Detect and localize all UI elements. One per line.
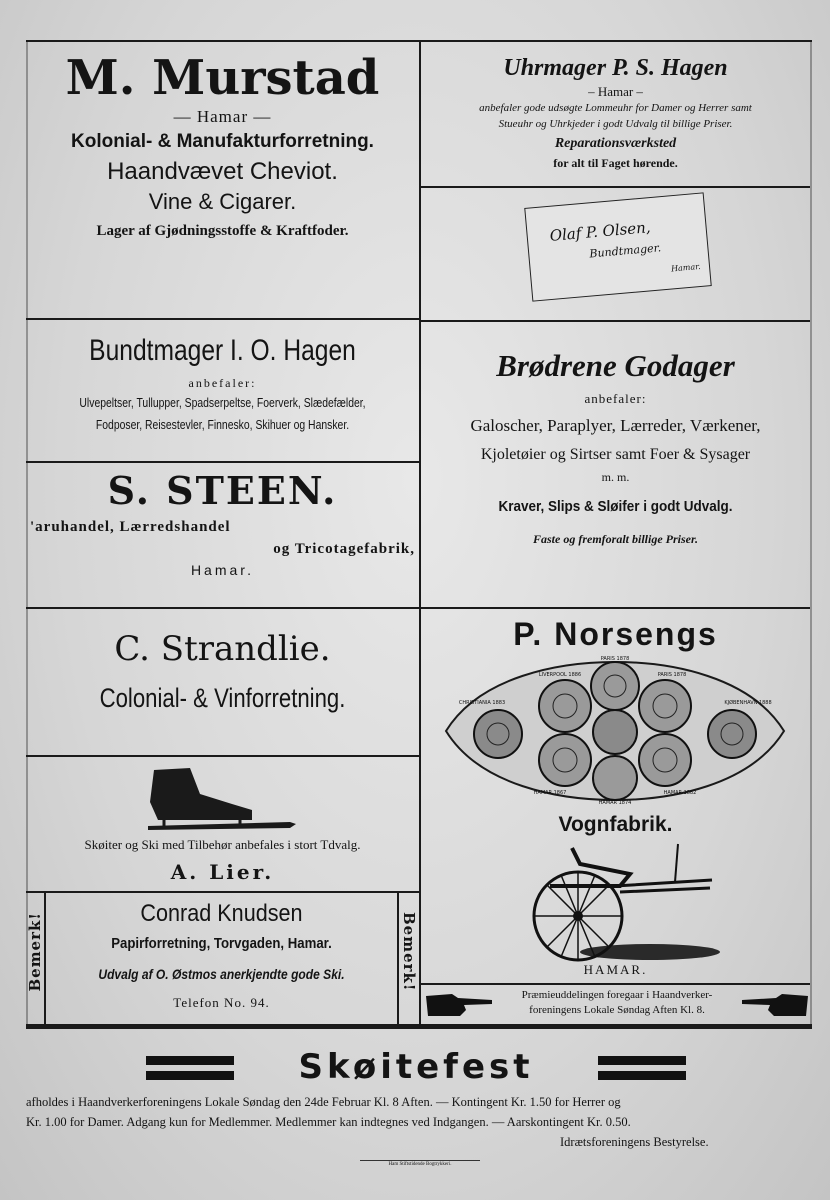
medal-coin <box>708 710 756 758</box>
skoitefest-bar <box>146 1056 234 1065</box>
hagen-watch-line3: Reparationsværksted <box>554 136 677 151</box>
lier-name: A. Lier. <box>170 860 275 884</box>
steen-name: S. STEEN. <box>107 468 338 513</box>
hagen-watch-line4: for alt til Faget hørende. <box>553 156 678 170</box>
godager-line3: m. m. <box>601 470 630 484</box>
skoitefest-bars-right <box>598 1056 686 1082</box>
skate-illustration <box>140 764 300 834</box>
murstad-line2: Haandvævet Cheviot. <box>107 158 338 185</box>
premie-ad <box>490 988 744 1018</box>
norseng-name: P. Norsengs <box>513 616 718 652</box>
norseng-ad <box>421 612 810 656</box>
knudsen-line3: Telefon No. 94. <box>173 995 270 1010</box>
rule-right-1 <box>421 186 810 188</box>
hagen-fur-line2: Fodposer, Reisestevler, Finnesko, Skihuer og Hansker. <box>95 417 350 432</box>
medal-label-top-0: LIVERPOOL 1886 <box>538 672 582 678</box>
godager-line5: Faste og fremforalt billige Priser. <box>533 532 698 546</box>
rule-right-4 <box>421 983 810 985</box>
knudsen-side-left: Bemerk! <box>26 912 44 992</box>
rule-left-4 <box>26 755 419 757</box>
carriage-shaft <box>615 880 712 892</box>
murstad-name: M. Murstad <box>65 50 380 106</box>
medal-label-bottom-2: HAMAR 1882 <box>663 790 697 796</box>
hagen-fur-name: Bundtmager I. O. Hagen <box>89 334 356 367</box>
hand-shape <box>742 994 808 1016</box>
godager-sub: anbefaler: <box>584 391 647 406</box>
godager-name: Brødrene Godager <box>496 348 735 383</box>
hagen-watch-town: – Hamar – <box>588 84 643 99</box>
medal-coin <box>639 734 691 786</box>
steen-ad <box>26 466 419 580</box>
premie-line1: Præmieuddelingen foregaar i Haandverker- <box>521 989 713 1001</box>
steen-line1: 'aruhandel, Lærredshandel <box>30 519 231 535</box>
skoitefest-bar <box>146 1071 234 1080</box>
medal-label-top-2: PARIS 1878 <box>657 672 687 678</box>
hand-shape <box>426 994 492 1016</box>
knudsen-side-right: Bemerk! <box>400 912 418 992</box>
godager-ad <box>421 344 810 550</box>
murstad-line4: Lager af Gjødningsstoffe & Kraftfoder. <box>96 223 349 239</box>
olsen-card <box>524 192 712 301</box>
knudsen-line2: Udvalg af O. Østmos anerkjendte gode Ski. <box>98 966 345 982</box>
skate-boot <box>150 768 252 820</box>
hagen-fur-sub: anbefaler: <box>188 376 257 390</box>
medal-coin <box>591 662 639 710</box>
rule-right-3 <box>421 607 810 609</box>
skoitefest-line3: Idrætsforeningens Bestyrelse. <box>560 1135 709 1149</box>
murstad-line3: Vine & Cigarer. <box>148 189 297 214</box>
medal-coin <box>539 680 591 732</box>
skoitefest-bars-left <box>146 1056 234 1082</box>
medal-coin <box>639 680 691 732</box>
rule-left-1 <box>26 318 419 320</box>
strandlie-name: C. Strandlie. <box>114 629 331 669</box>
norseng-line1: Vognfabrik. <box>558 813 673 836</box>
godager-line4: Kraver, Slips & Sløifer i godt Udvalg. <box>498 498 733 515</box>
medal-label-bottom-0: HAMAR 1867 <box>533 790 567 796</box>
norseng-town: HAMAR. <box>583 962 648 977</box>
skoitefest-bar <box>598 1056 686 1065</box>
premie-line2: foreningens Lokale Søndag Aften Kl. 8. <box>529 1004 705 1016</box>
godager-line2: Kjoletøier og Sirtser samt Foer & Sysager <box>480 446 751 463</box>
wheel-hub <box>573 911 583 921</box>
rule-right-2 <box>421 320 810 322</box>
steen-line2: og Tricotagefabrik, <box>273 541 415 557</box>
rule-left-2 <box>26 461 419 463</box>
medal-label-left: CHRISTIANIA 1883 <box>458 700 506 706</box>
carriage-body <box>550 848 630 886</box>
lier-ad <box>26 834 419 888</box>
medals-emblem <box>440 656 790 806</box>
hagen-fur-ad <box>26 328 419 436</box>
carriage-illustration <box>520 836 720 964</box>
skoitefest-title: Skøitefest <box>298 1047 534 1087</box>
skoitefest-line1: afholdes i Haandverkerforeningens Lokale Søndag den 24de Februar Kl. 8 Aften. — Kontingent Kr. 1.50 for Herrer og <box>26 1095 621 1109</box>
medal-row-middle <box>474 710 756 758</box>
medal-coin <box>593 710 637 754</box>
hagen-watch-line1: anbefaler gode udsøgte Lommeuhr for Damer og Herrer samt <box>479 102 752 114</box>
knudsen-name: Conrad Knudsen <box>140 900 303 927</box>
strandlie-ad <box>26 620 419 718</box>
medal-coin <box>593 756 637 800</box>
medal-coin <box>474 710 522 758</box>
rule-knudsen-right <box>397 891 399 1024</box>
pointing-hand-right-icon <box>740 988 810 1020</box>
olsen-card-line3: Hamar. <box>670 261 701 274</box>
rule-left-5 <box>26 891 419 893</box>
skoitefest-printer: Ham Stiftstidende Bogtrykkeri. <box>360 1160 480 1169</box>
rule-right <box>810 40 812 1026</box>
hagen-watch-name: Uhrmager P. S. Hagen <box>503 55 728 81</box>
pointing-hand-left-icon <box>424 988 494 1020</box>
hagen-watch-line2: Stueuhr og Uhrkjeder i godt Udvalg til billige Priser. <box>498 118 733 130</box>
medal-coin <box>539 734 591 786</box>
murstad-ad <box>26 50 419 246</box>
murstad-line1: Kolonial- & Manufakturforretning. <box>71 131 374 152</box>
hagen-fur-line1: Ulvepeltser, Tullupper, Spadserpeltse, Foerverk, Slædefælder, <box>79 395 366 410</box>
strandlie-line1: Colonial- & Vinforretning. <box>99 683 346 713</box>
medal-label-bottom-1: HAMAR 1874 <box>598 800 632 806</box>
carriage-lamp <box>675 844 678 882</box>
skoitefest-line2: Kr. 1.00 for Damer. Adgang kun for Medlemmer. Medlemmer kan indtegnes ved Indgangen. — Aarskontingent Kr. 0.50. <box>26 1115 631 1129</box>
knudsen-ad <box>46 896 397 1014</box>
olsen-card-line1: Olaf P. Olsen, <box>548 218 652 245</box>
rule-bottom <box>26 1024 812 1029</box>
skoitefest-bar <box>598 1071 686 1080</box>
skate-blade <box>148 822 296 830</box>
steen-line3: Hamar. <box>190 562 255 578</box>
hagen-watch-ad <box>421 52 810 171</box>
medal-label-top-1: PARIS 1878 <box>600 656 630 662</box>
rule-left-3 <box>26 607 419 609</box>
knudsen-line1: Papirforretning, Torvgaden, Hamar. <box>111 935 332 952</box>
godager-line1: Galoscher, Paraplyer, Lærreder, Værkener, <box>470 416 761 435</box>
lier-line1: Skøiter og Ski med Tilbehør anbefales i stort Tdvalg. <box>84 837 361 852</box>
murstad-town: — Hamar — <box>173 107 272 126</box>
medal-label-right: KJØBENHAVN 1888 <box>724 700 772 706</box>
olsen-card-line2: Bundtmager. <box>588 241 662 261</box>
